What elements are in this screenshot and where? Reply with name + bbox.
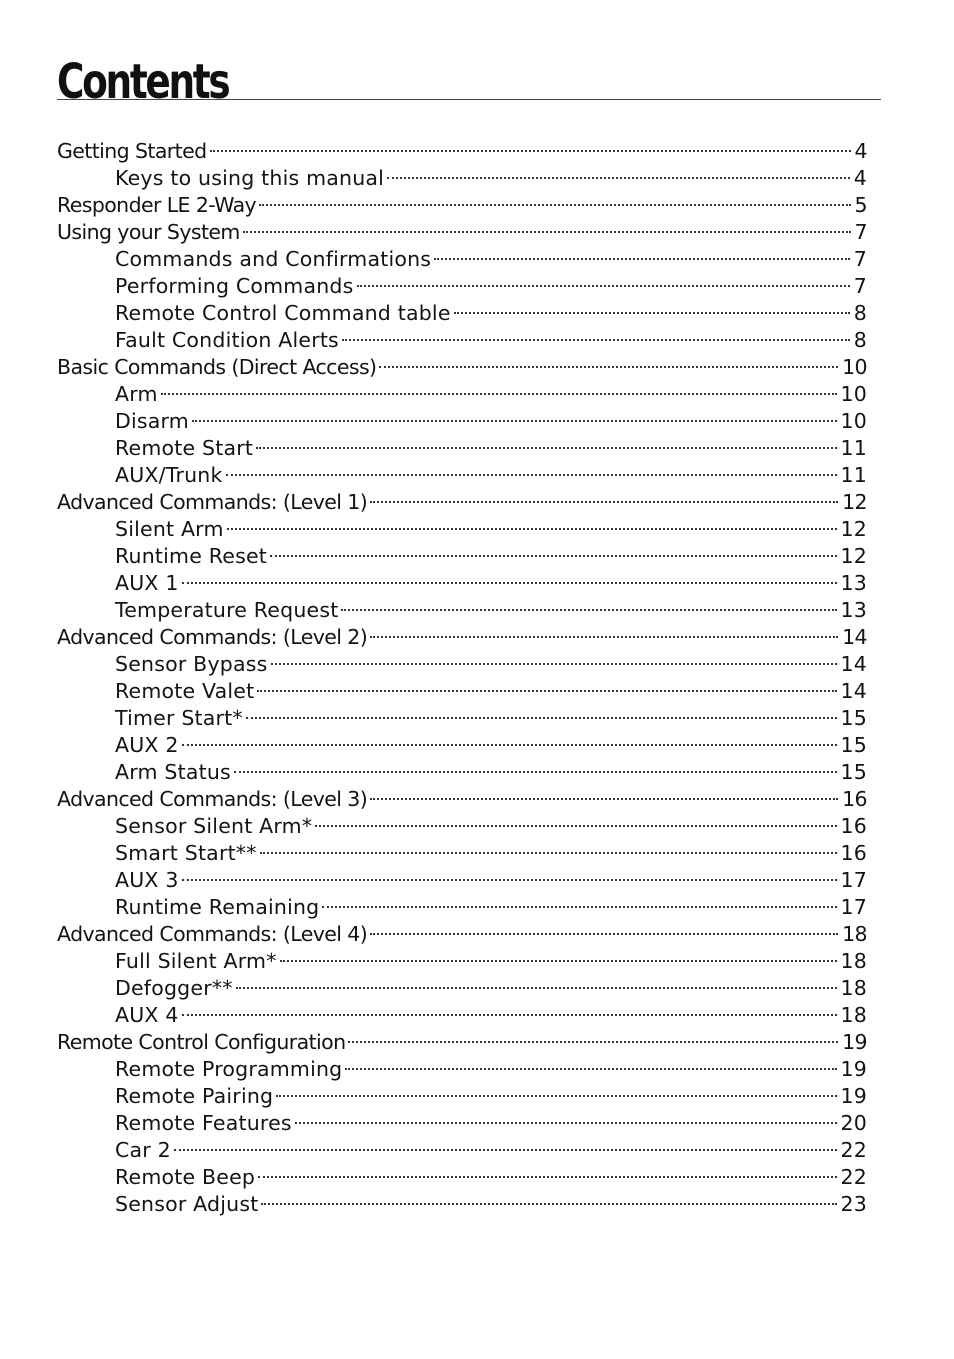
toc-dot-leader (342, 320, 850, 347)
toc-dot-leader (348, 1022, 838, 1049)
toc-dot-leader (379, 347, 838, 374)
toc-dot-leader (261, 1184, 836, 1211)
page-title: Contents (57, 54, 229, 110)
toc-dot-leader (370, 914, 838, 941)
toc-entry-label: AUX/Trunk (115, 463, 223, 487)
toc-dot-leader (257, 671, 836, 698)
toc-entry-label: Advanced Commands: (Level 1) (57, 490, 368, 514)
toc-entry-label: AUX 4 (115, 1003, 179, 1027)
toc-entry-label: Using your System (57, 220, 240, 244)
toc-entry-label: Remote Valet (115, 679, 255, 703)
toc-entry-label: Sensor Silent Arm* (115, 814, 313, 838)
toc-page-number: 19 (842, 1030, 867, 1054)
toc-page-number: 15 (840, 760, 867, 784)
toc-entry-label: Remote Pairing (115, 1084, 274, 1108)
toc-page-number: 10 (840, 382, 867, 406)
toc-page-number: 17 (840, 895, 867, 919)
toc-entry-label: Sensor Bypass (115, 652, 268, 676)
toc-page-number: 4 (854, 139, 867, 163)
toc-dot-leader (315, 806, 836, 833)
toc-entry-label: Runtime Remaining (115, 895, 320, 919)
toc-entry-label: Remote Beep (115, 1165, 256, 1189)
toc-subsection-entry[interactable] (57, 374, 867, 406)
toc-dot-leader (295, 1103, 837, 1130)
toc-entry-label: Sensor Adjust (115, 1192, 259, 1216)
toc-page-number: 15 (840, 706, 867, 730)
toc-page-number: 7 (853, 247, 867, 271)
toc-dot-leader (182, 995, 837, 1022)
toc-dot-leader (370, 617, 838, 644)
toc-entry-label: Basic Commands (Direct Access) (57, 355, 377, 379)
toc-page-number: 14 (842, 625, 867, 649)
toc-dot-leader (270, 536, 836, 563)
toc-dot-leader (357, 266, 850, 293)
toc-page-number: 11 (840, 463, 867, 487)
toc-entry-label: Advanced Commands: (Level 2) (57, 625, 368, 649)
toc-entry-label: Remote Programming (115, 1057, 343, 1081)
toc-page-number: 18 (840, 976, 867, 1000)
toc-entry-label: Advanced Commands: (Level 3) (57, 787, 368, 811)
toc-dot-leader (322, 887, 836, 914)
toc-page-number: 22 (840, 1138, 867, 1162)
toc-entry-label: Full Silent Arm* (115, 949, 277, 973)
toc-dot-leader (210, 131, 851, 158)
toc-page-number: 22 (840, 1165, 867, 1189)
toc-dot-leader (161, 374, 837, 401)
toc-entry-label: Responder LE 2-Way (57, 193, 257, 217)
toc-page-number: 14 (840, 679, 867, 703)
toc-page-number: 13 (840, 598, 867, 622)
toc-entry-label: Fault Condition Alerts (115, 328, 339, 352)
toc-page-number: 19 (840, 1057, 867, 1081)
toc-entry-label: Smart Start** (115, 841, 257, 865)
toc-page-number: 12 (840, 544, 867, 568)
toc-page-number: 17 (840, 868, 867, 892)
toc-subsection-entry[interactable] (57, 401, 867, 433)
toc-dot-leader (174, 1130, 837, 1157)
toc-dot-leader (258, 1157, 836, 1184)
toc-page-number: 4 (853, 166, 867, 190)
toc-dot-leader (182, 563, 837, 590)
table-of-contents (57, 131, 867, 1216)
toc-dot-leader (271, 644, 837, 671)
toc-page-number: 16 (842, 787, 867, 811)
toc-subsection-entry[interactable] (57, 1157, 867, 1189)
toc-section-entry[interactable] (57, 131, 867, 163)
toc-dot-leader (387, 158, 850, 185)
toc-page-number: 20 (840, 1111, 867, 1135)
toc-dot-leader (256, 428, 836, 455)
toc-dot-leader (454, 293, 850, 320)
toc-entry-label: Car 2 (115, 1138, 171, 1162)
toc-entry-label: AUX 3 (115, 868, 179, 892)
toc-entry-label: Advanced Commands: (Level 4) (57, 922, 368, 946)
toc-entry-label: Timer Start* (115, 706, 243, 730)
toc-subsection-entry[interactable] (57, 1130, 867, 1162)
toc-entry-label: Defogger** (115, 976, 233, 1000)
toc-page-number: 15 (840, 733, 867, 757)
toc-page-number: 16 (840, 841, 867, 865)
toc-page-number: 12 (842, 490, 867, 514)
toc-dot-leader (434, 239, 850, 266)
toc-page-number: 23 (840, 1192, 867, 1216)
toc-dot-leader (280, 941, 837, 968)
toc-entry-label: Performing Commands (115, 274, 354, 298)
toc-dot-leader (192, 401, 837, 428)
toc-entry-label: Runtime Reset (115, 544, 268, 568)
toc-dot-leader (234, 752, 837, 779)
toc-entry-label: Remote Features (115, 1111, 292, 1135)
toc-entry-label: AUX 2 (115, 733, 179, 757)
toc-dot-leader (243, 212, 851, 239)
toc-dot-leader (341, 590, 836, 617)
toc-page-number: 7 (853, 274, 867, 298)
toc-page-number: 10 (842, 355, 867, 379)
toc-page-number: 8 (853, 328, 867, 352)
toc-page-number: 18 (840, 949, 867, 973)
toc-dot-leader (259, 185, 850, 212)
toc-entry-label: Disarm (115, 409, 189, 433)
title-divider (57, 99, 881, 100)
toc-entry-label: Remote Control Configuration (57, 1030, 346, 1054)
toc-entry-label: Arm (115, 382, 158, 406)
toc-page-number: 13 (840, 571, 867, 595)
toc-dot-leader (246, 698, 837, 725)
toc-dot-leader (276, 1076, 836, 1103)
toc-page-number: 14 (840, 652, 867, 676)
toc-dot-leader (260, 833, 837, 860)
toc-page-number: 16 (840, 814, 867, 838)
toc-dot-leader (182, 860, 837, 887)
toc-page-number: 5 (854, 193, 867, 217)
toc-page-number: 10 (840, 409, 867, 433)
toc-dot-leader (182, 725, 837, 752)
toc-entry-label: Remote Control Command table (115, 301, 451, 325)
toc-dot-leader (227, 509, 837, 536)
toc-entry-label: Commands and Confirmations (115, 247, 432, 271)
toc-page-number: 8 (853, 301, 867, 325)
toc-page-number: 11 (840, 436, 867, 460)
toc-entry-label: Keys to using this manual (115, 166, 385, 190)
toc-entry-label: Remote Start (115, 436, 254, 460)
toc-dot-leader (370, 482, 838, 509)
toc-entry-label: Silent Arm (115, 517, 224, 541)
toc-page-number: 19 (840, 1084, 867, 1108)
toc-page-number: 18 (842, 922, 867, 946)
toc-dot-leader (226, 455, 837, 482)
toc-entry-label: Temperature Request (115, 598, 339, 622)
toc-entry-label: AUX 1 (115, 571, 179, 595)
toc-entry-label: Getting Started (57, 139, 207, 163)
toc-dot-leader (236, 968, 837, 995)
toc-page-number: 18 (840, 1003, 867, 1027)
toc-page-number: 12 (840, 517, 867, 541)
toc-dot-leader (345, 1049, 836, 1076)
toc-dot-leader (370, 779, 838, 806)
toc-entry-label: Arm Status (115, 760, 231, 784)
toc-page-number: 7 (854, 220, 867, 244)
